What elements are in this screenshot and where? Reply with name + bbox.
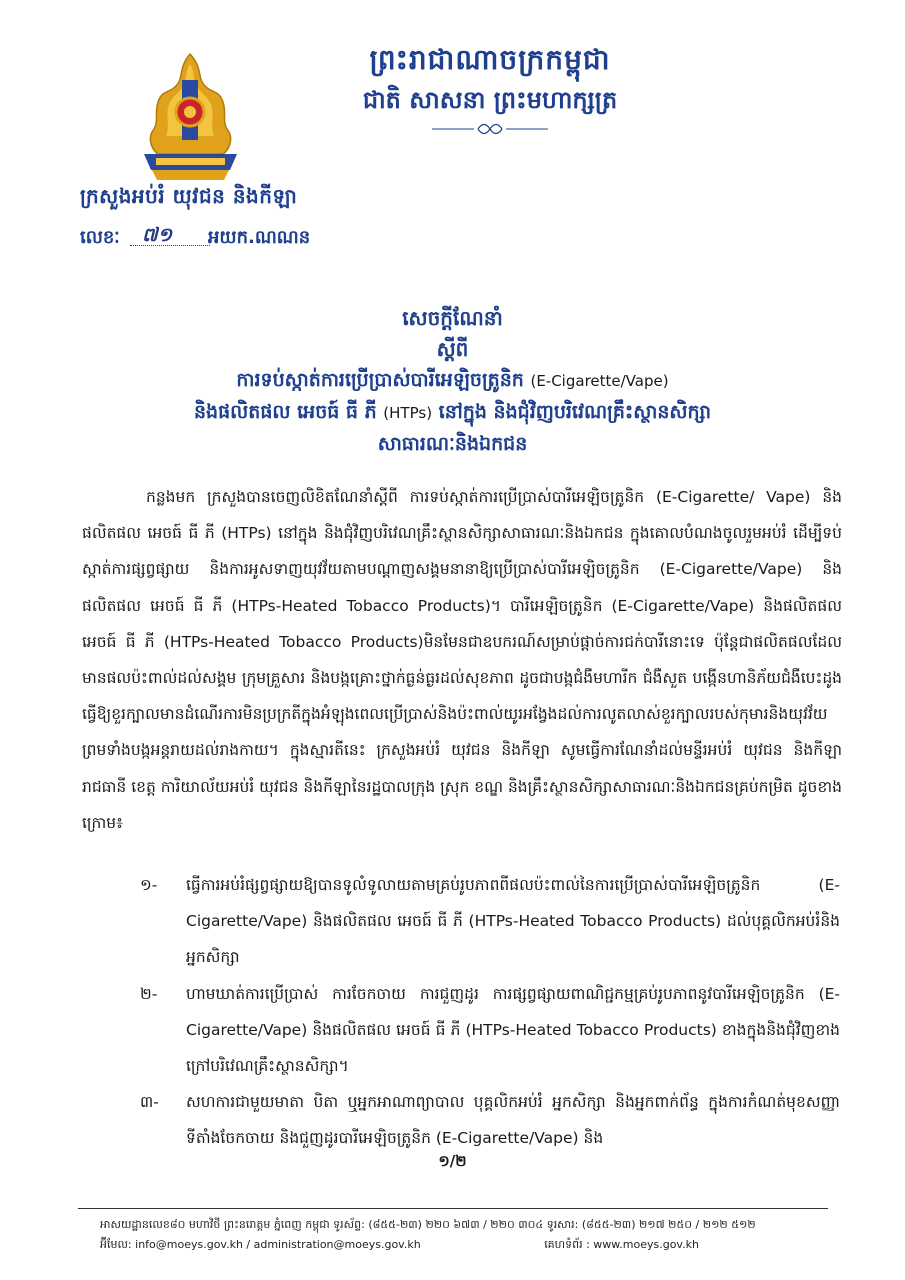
footer-address: អាសយដ្ឋានលេខ៨០ មហាវិថី ព្រះនរោត្តម ភ្នំពេញ កម្ពុជា ទូរស័ព្ទ: (៨៥៥-២៣) ២២០ ៦៧៣ / ២២០ ៣០៤ ទូរសារ: (៨៥៥-២៣) ២១៧ ២៥០ / ២១២ ៥១២ [100, 1218, 756, 1231]
ministry-emblem-icon [138, 50, 243, 185]
title-subject-part-a: និងផលិតផល អេចធ៍ ធី ភី [194, 401, 377, 423]
title-subject-latin: (E-Cigarette/Vape) [530, 372, 669, 390]
list-item-text: ធ្វើការអប់រំផ្សព្វផ្សាយឱ្យបានទូលំទូលាយតាមគ្រប់រូបភាពពីផលប៉ះពាល់នៃការប្រើប្រាស់បារីអេឡិចត្រូនិក (E-Cigarette/Vape) និងផលិតផល អេចធ៍ ធី ភី (HTPs-Heated Tobacco Products) ដល់បុគ្គលិកអប់រំនិងអ្នកសិក្សា [186, 876, 840, 967]
title-subject-line2 [80, 400, 825, 428]
list-item [140, 976, 840, 1085]
page-number: ១/២ [438, 1152, 467, 1170]
intro-paragraph: កន្លងមក ក្រសួងបានចេញលិខិតណែនាំស្ដីពី ការទប់ស្កាត់ការប្រើប្រាស់បារីអេឡិចត្រូនិក (E-Cigarette/ Vape) និងផលិតផល អេចធ៍ ធី ភី (HTPs) នៅក្នុង និងជុំវិញបរិវេណគ្រឹះស្ថានសិក្សាសាធារណៈនិងឯកជន ក្នុងគោលបំណងចូលរួមអប់រំ ដើម្បីទប់ស្កាត់ការផ្សព្វផ្សាយ និងការអូសទាញយុវវ័យតាមបណ្ដាញសង្គមនានាឱ្យប្រើប្រាស់បារីអេឡិចត្រូនិក (E-Cigarette/Vape) និងផលិតផល អេចធ៍ ធី ភី (HTPs-Heated Tobacco Products)។ បារីអេឡិចត្រូនិក (E-Cigarette/Vape) និងផលិតផល អេចធ៍ ធី ភី (HTPs-Heated Tobacco Products)មិនមែនជាឧបករណ៍សម្រាប់ផ្ដាច់ការជក់បារីនោះទេ ប៉ុន្តែជាផលិតផលដែលមានផលប៉ះពាល់ដល់សង្គម ក្រុមគ្រួសារ និងបង្កគ្រោះថ្នាក់ធ្ងន់ធ្ងរដល់សុខភាព ដូចជាបង្កជំងឺមហារីក ជំងឺសួត បង្កើនហានិភ័យជំងឺបេះដូង ធ្វើឱ្យខួរក្បាលមានដំណើរការមិនប្រក្រតីក្នុងអំឡុងពេលប្រើប្រាស់និងប៉ះពាល់យូរអង្វែងដល់ការលូតលាស់ខួរក្បាលរបស់កុមារនិងយុវវ័យ ព្រមទាំងបង្កអន្តរាយដល់រាងកាយ។ ក្នុងស្មារតីនេះ ក្រសួងអប់រំ យុវជន និងកីឡា សូមធ្វើការណែនាំដល់មន្ទីរអប់រំ យុវជន និងកីឡារាជធានី ខេត្ត ការិយាល័យអប់រំ យុវជន និងកីឡានៃរដ្ឋបាលក្រុង ស្រុក ខណ្ឌ និងគ្រឹះស្ថានសិក្សាសាធារណៈនិងឯកជនគ្រប់កម្រិត ដូចខាងក្រោម៖ [82, 488, 842, 832]
ornament-divider-icon [430, 122, 550, 136]
reference-dotted-line [130, 245, 210, 246]
reference-suffix: អយក.ណណន [208, 227, 311, 248]
title-subject-htps: (HTPs) [383, 404, 433, 422]
kingdom-header [300, 40, 680, 136]
reference-number [80, 223, 340, 253]
list-item-number: ៣- [140, 1093, 159, 1112]
title-about: ស្ដីពី [436, 337, 469, 361]
title-subject-line3: សាធារណៈនិងឯកជន [377, 433, 528, 455]
title-subject-khmer: ការទប់ស្កាត់ការប្រើប្រាស់បារីអេឡិចត្រូនិក [236, 369, 524, 391]
list-item-text: ហាមឃាត់ការប្រើប្រាស់ ការចែកចាយ ការជួញដូរ ការផ្សព្វផ្សាយពាណិជ្ជកម្មគ្រប់រូបភាពនូវបារីអេឡិចត្រូនិក (E-Cigarette/Vape) និងផលិតផល អេចធ៍ ធី ភី (HTPs-Heated Tobacco Products) ខាងក្នុងនិងជុំវិញខាងក្រៅបរិវេណគ្រឹះស្ថានសិក្សា។ [186, 984, 840, 1076]
title-subject-part-b: នៅក្នុង និងជុំវិញបរិវេណគ្រឹះស្ថានសិក្សា [438, 401, 711, 423]
instruction-list [140, 867, 840, 1157]
document-title: សេចក្ដីណែនាំ [402, 306, 503, 330]
ministry-name: ក្រសួងអប់រំ យុវជន និងកីឡា [80, 184, 298, 208]
footer-contact [100, 1238, 810, 1254]
kingdom-title: ព្រះរាជាណាចក្រកម្ពុជា [369, 43, 611, 76]
reference-value: ៧១ [142, 224, 172, 246]
list-item [140, 867, 840, 976]
list-item-number: ២- [140, 984, 158, 1003]
list-item-number: ១- [140, 876, 158, 894]
list-item [140, 1084, 840, 1156]
title-subject-line1 [80, 368, 825, 396]
footer-website[interactable]: គេហទំព័រ : www.moeys.gov.kh [544, 1238, 699, 1251]
national-motto: ជាតិ សាសនា ព្រះមហាក្សត្រ [362, 86, 618, 114]
body-text [82, 479, 842, 841]
list-item-text: សហការជាមួយមាតា បិតា ឬអ្នកអាណាព្យាបាល បុគ្គលិកអប់រំ អ្នកសិក្សា និងអ្នកពាក់ព័ន្ធ ក្នុងការកំណត់មុខសញ្ញា ទីតាំងចែកចាយ និងជួញដូរបារីអេឡិចត្រូនិក (E-Cigarette/Vape) និង [186, 1093, 840, 1148]
footer-divider [78, 1208, 828, 1209]
reference-label: លេខៈ [80, 227, 120, 248]
footer-email[interactable]: អ៊ីមែល: info@moeys.gov.kh / administration@moeys.gov.kh [100, 1238, 421, 1251]
